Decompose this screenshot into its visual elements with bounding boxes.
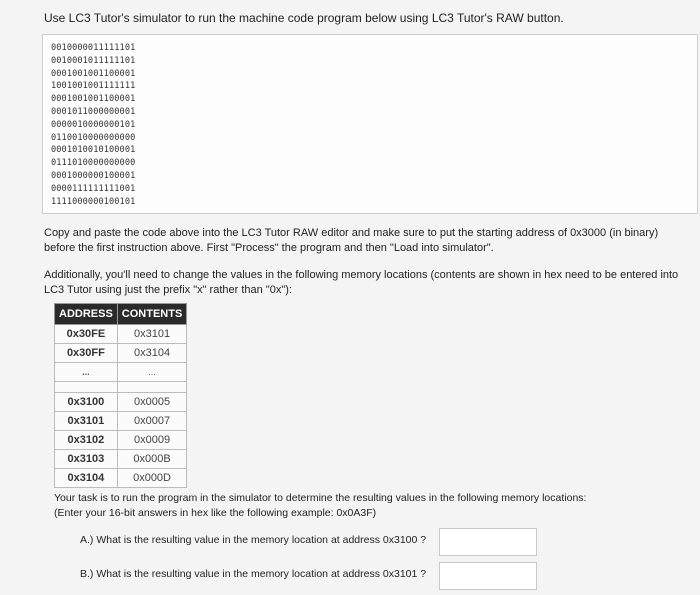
- additional-text: Additionally, you'll need to change the values in the following memory locations (contents are shown in hex need to be entered into LC3 Tutor using just the prefix "x" rather than "0x"):: [44, 269, 679, 296]
- code-line: 1111000000100101: [51, 196, 136, 207]
- header-contents: CONTENTS: [117, 304, 187, 325]
- code-line: 1001001001111111: [51, 81, 136, 92]
- code-line: 0000111111111001: [51, 183, 136, 194]
- task-line: (Enter your 16-bit answers in hex like the following example: 0x0A3F): [54, 507, 377, 519]
- address-cell: 0x30FF: [55, 344, 118, 363]
- contents-cell: 0x000D: [117, 469, 187, 488]
- address-cell: 0x3104: [55, 469, 118, 488]
- contents-cell: 0x000B: [117, 450, 187, 469]
- table-row: [55, 450, 187, 469]
- contents-cell: 0x0007: [117, 412, 187, 431]
- header-address: ADDRESS: [55, 304, 118, 325]
- intro-text: Use LC3 Tutor's simulator to run the machine code program below using LC3 Tutor's RAW button.: [44, 11, 564, 25]
- question-a: A.) What is the resulting value in the memory location at address 0x3100 ?: [80, 534, 427, 546]
- code-line: 0000010000000101: [51, 119, 136, 130]
- address-cell: 0x30FE: [55, 325, 118, 344]
- answer-b-input[interactable]: [439, 562, 537, 590]
- code-line: 0001010010100001: [51, 145, 136, 156]
- table-row: [55, 344, 187, 363]
- address-cell: 0x3101: [55, 412, 118, 431]
- code-line: 0001011000000001: [51, 106, 136, 117]
- task-line: Your task is to run the program in the simulator to determine the resulting values in the following memory locations:: [54, 492, 587, 504]
- table-row: [55, 325, 187, 344]
- machine-code: [51, 42, 135, 208]
- question-b: B.) What is the resulting value in the memory location at address 0x3101 ?: [80, 568, 427, 580]
- code-line: 0111010000000000: [51, 158, 136, 169]
- address-cell: 0x3102: [55, 431, 118, 450]
- answer-a-input[interactable]: [439, 528, 537, 556]
- table-header-row: [55, 304, 187, 325]
- instructions-text: Copy and paste the code above into the LC3 Tutor RAW editor and make sure to put the starting address of 0x3000 (in binary) before the first instruction above. First "Process" the program and then "Load into simulator".: [44, 227, 659, 254]
- code-line: 0110010000000000: [51, 132, 136, 143]
- address-cell: 0x3103: [55, 450, 118, 469]
- code-line: 0001001001100001: [51, 68, 136, 79]
- code-line: 0001000000100001: [51, 170, 136, 181]
- table-row: [55, 469, 187, 488]
- contents-cell: 0x3104: [117, 344, 187, 363]
- ellipsis-cell: ...: [117, 363, 187, 382]
- memory-table: [54, 303, 187, 488]
- table-row: [55, 393, 187, 412]
- address-cell: 0x3100: [55, 393, 118, 412]
- table-ellipsis-row: [55, 363, 187, 382]
- contents-cell: 0x3101: [117, 325, 187, 344]
- ellipsis-cell: ...: [55, 363, 118, 382]
- table-row: [55, 412, 187, 431]
- task-text: [54, 491, 684, 521]
- table-spacer-row: [55, 382, 187, 393]
- contents-cell: 0x0009: [117, 431, 187, 450]
- contents-cell: 0x0005: [117, 393, 187, 412]
- code-line: 0010001011111101: [51, 55, 136, 66]
- code-line: 0010000011111101: [51, 43, 136, 53]
- table-row: [55, 431, 187, 450]
- code-line: 0001001001100001: [51, 94, 136, 105]
- machine-code-box: [42, 34, 698, 214]
